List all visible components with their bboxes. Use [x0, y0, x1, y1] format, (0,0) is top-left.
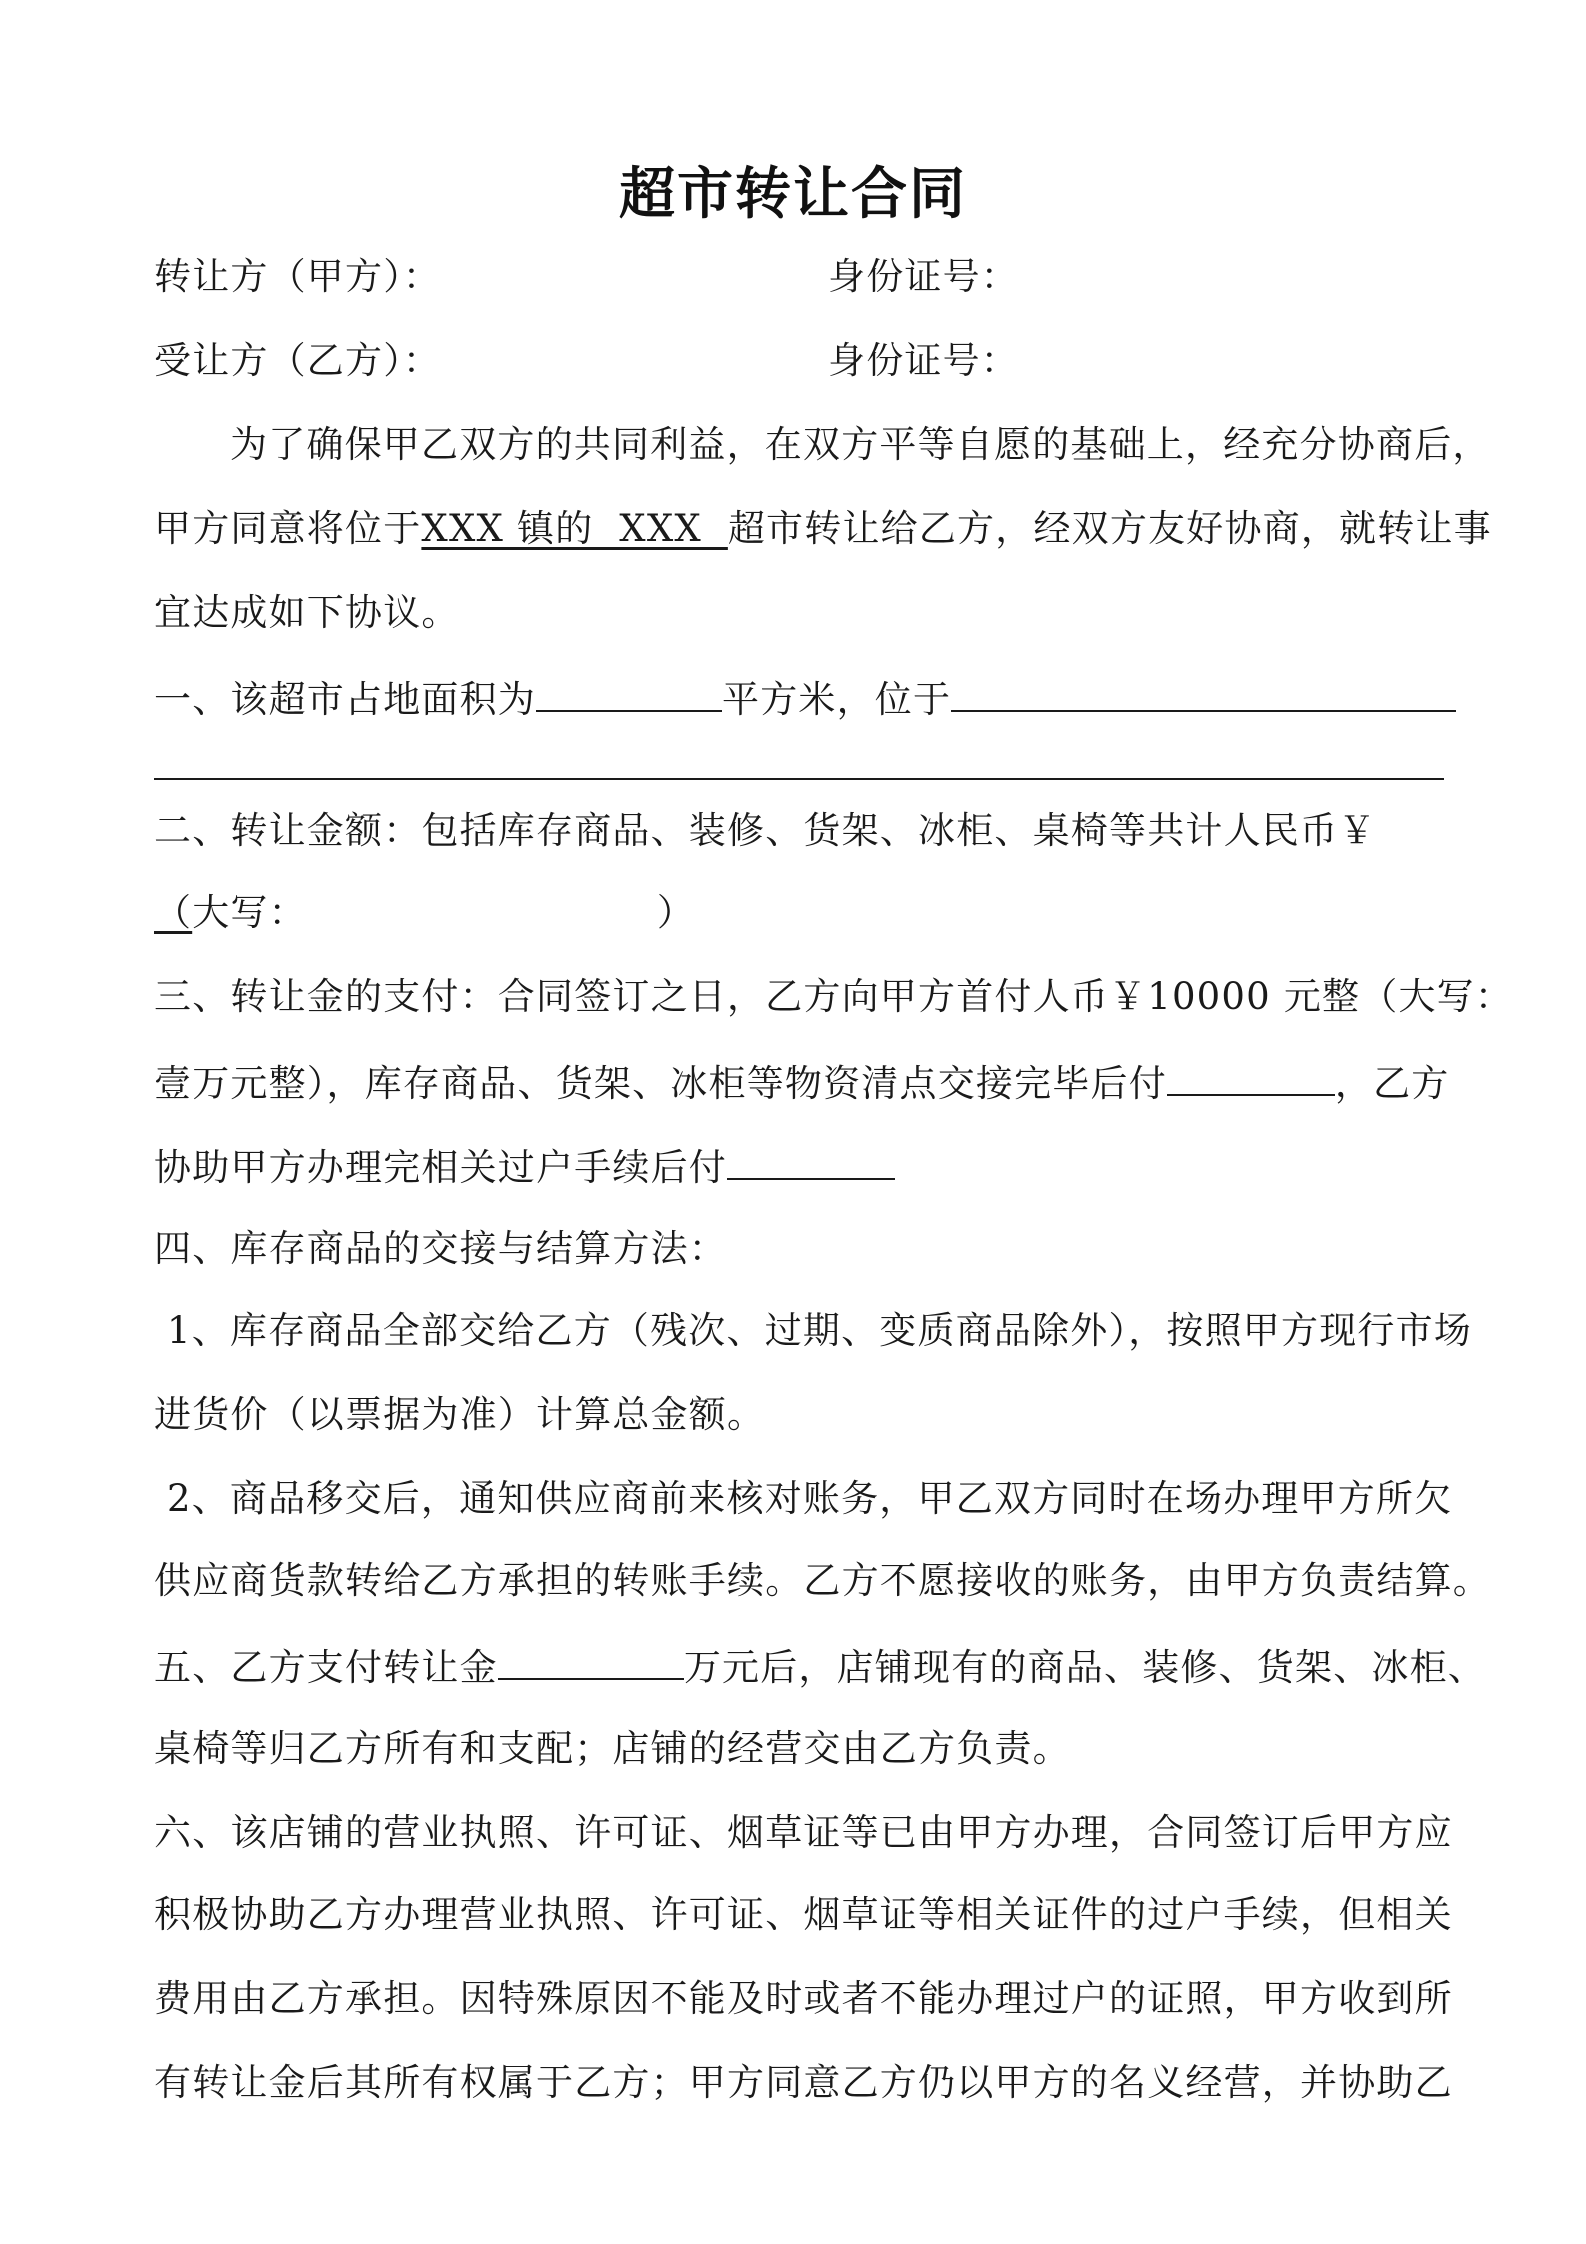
intro-line-2-b: 超市转让给乙方，经双方友好协商，就转让事 — [727, 507, 1492, 550]
clause-6-line-1: 六、该店铺的营业执照、许可证、烟草证等已由甲方办理，合同签订后甲方应 — [154, 1811, 1453, 1854]
clause-1-line — [154, 672, 1444, 725]
transferee-label: 受让方（乙方）： — [154, 339, 442, 382]
intro-line-1: 为了确保甲乙双方的共同利益，在双方平等自愿的基础上，经充分协商后， — [230, 423, 1491, 466]
transferor-line — [154, 252, 1444, 302]
clause-3-line-2 — [154, 1056, 1450, 1109]
intro-location-underlined: XXX 镇的 XXX — [421, 507, 728, 550]
clause-4-item-2-line-2: 供应商货款转给乙方承担的转账手续。乙方不愿接收的账务，由甲方负责结算。 — [154, 1559, 1491, 1602]
payment-after-inventory-blank — [1167, 1056, 1335, 1096]
clause-2-close-paren: ） — [656, 891, 696, 934]
intro-line-3: 宜达成如下协议。 — [154, 591, 460, 634]
clause-6-line-3: 费用由乙方承担。因特殊原因不能及时或者不能办理过户的证照，甲方收到所 — [154, 1977, 1453, 2020]
clause-2-capital-label: 大写： — [192, 891, 307, 934]
clause-5-line-1-b: 万元后，店铺现有的商品、装修、货架、冰柜、 — [683, 1646, 1487, 1689]
clause-3-line-2-b: ，乙方 — [1334, 1062, 1450, 1105]
transferor-id-label: 身份证号： — [828, 255, 1019, 298]
clause-4-item-2-line-1: 2、商品移交后，通知供应商前来核对账务，甲乙双方同时在场办理甲方所欠 — [154, 1477, 1453, 1520]
transferee-line — [154, 336, 1444, 386]
clause-3-line-3 — [154, 1140, 1444, 1193]
clause-6-line-4: 有转让金后其所有权属于乙方；甲方同意乙方仍以甲方的名义经营，并协助乙 — [154, 2061, 1453, 2104]
clause-3-line-2-a: 壹万元整），库存商品、货架、冰柜等物资清点交接完毕后付 — [154, 1062, 1167, 1105]
clause-1-a: 一、该超市占地面积为 — [154, 678, 536, 721]
clause-3-line-1: 三、转让金的支付：合同签订之日，乙方向甲方首付人币￥10000 元整（大写： — [154, 975, 1514, 1018]
clause-1-b: 平方米，位于 — [722, 678, 952, 721]
clause-5-line-1 — [154, 1640, 1487, 1693]
clause-5-line-1-a: 五、乙方支付转让金 — [154, 1646, 498, 1689]
payment-after-transfer-blank — [727, 1140, 895, 1180]
document-title: 超市转让合同 — [619, 162, 967, 227]
intro-line-2-a: 甲方同意将位于 — [154, 507, 422, 550]
clause-4-heading: 四、库存商品的交接与结算方法： — [154, 1227, 727, 1270]
clause-2-line-2 — [154, 888, 1444, 938]
transfer-fee-blank — [498, 1640, 684, 1680]
clause-4-item-1-line-2: 进货价（以票据为准）计算总金额。 — [154, 1393, 766, 1436]
transferor-label: 转让方（甲方）： — [154, 255, 442, 298]
transferee-id-label: 身份证号： — [828, 339, 1019, 382]
clause-2-open-paren: （ — [154, 891, 193, 934]
area-blank — [536, 672, 722, 712]
clause-5-line-2: 桌椅等归乙方所有和支配；店铺的经营交由乙方负责。 — [154, 1727, 1071, 1770]
location-blank — [951, 672, 1456, 712]
intro-line-2 — [154, 504, 1492, 554]
location-continuation-rule — [154, 778, 1444, 780]
clause-2-line-1: 二、转让金额：包括库存商品、装修、货架、冰柜、桌椅等共计人民币￥ — [154, 809, 1377, 852]
clause-4-item-1-line-1: 1、库存商品全部交给乙方（残次、过期、变质商品除外），按照甲方现行市场 — [154, 1309, 1472, 1352]
clause-6-line-2: 积极协助乙方办理营业执照、许可证、烟草证等相关证件的过户手续，但相关 — [154, 1893, 1453, 1936]
clause-3-line-3-a: 协助甲方办理完相关过户手续后付 — [154, 1146, 727, 1189]
